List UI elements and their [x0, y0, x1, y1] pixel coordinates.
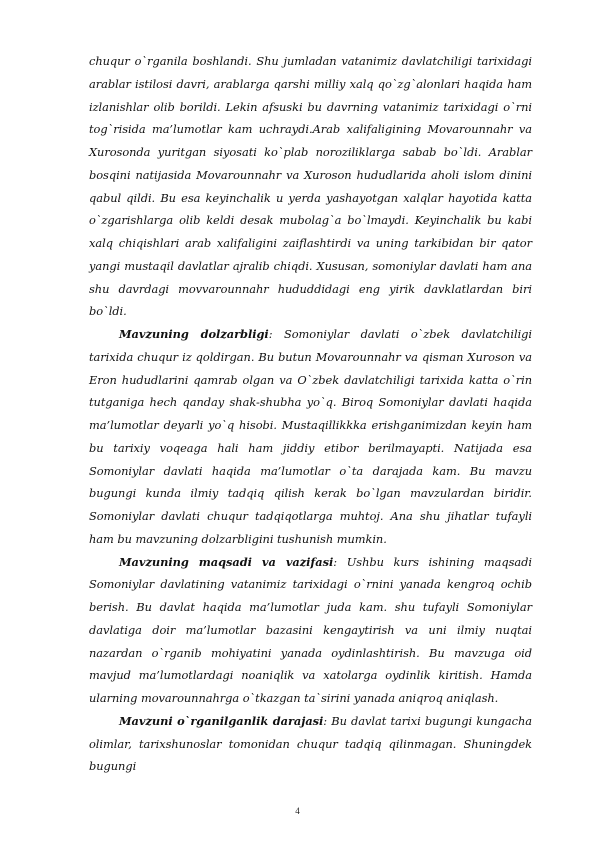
section-heading-goal: Mavzuning maqsadi va vazifasi: [119, 554, 334, 569]
body-text: [89, 50, 532, 778]
page-number: 4: [295, 806, 300, 816]
paragraph-study-level: [89, 710, 532, 778]
paragraph-goal: [89, 551, 532, 710]
paragraph-text: chuqur o`rganila boshlandi. Shu jumladan vatanimiz davlatchiligi tarixidagi arablar istilosi davri, arablarga qarshi milliy xalq qo`zg`alonlari haqida ham izlanishlar olib borildi. Lekin afsuski bu davrning vatanimiz tarixidagi o`rni tog`risida ma’lumotlar kam uchraydi.Arab xalifaligining Movarounnahr va Xurosonda yuritgan siyosati ko`plab noroziliklarga sabab bo`ldi. Arablar bosqini natijasida Movarounnahr va Xuroson hududlarida aholi islom dinini qabul qildi. Bu esa keyinchalik u yerda yashayotgan xalqlar hayotida katta o`zgarishlarga olib keldi desak mubolag`a bo`lmaydi. Keyinchalik bu kabi xalq chiqishlari arab xalifaligini zaiflashtirdi va uning tarkibidan bir qator yangi mustaqil davlatlar ajralib chiqdi. Xususan, somoniylar davlati ham ana shu davrdagi movvarounnahr hududdidagi eng yirik davklatlardan biri bo`ldi.: [89, 54, 532, 319]
section-heading-study-level: Mavzuni o`rganilganlik darajasi: [119, 713, 324, 728]
paragraph-intro-continuation: [89, 50, 532, 323]
paragraph-text: : Somoniylar davlati o`zbek davlatchiligi tarixida chuqur iz qoldirgan. Bu butun Movarounnahr va qisman Xuroson va Eron hududlarini qamrab olgan va O`zbek davlatchiligi tarixida katta o`rin tutganiga hech qanday shak-shubha yo`q. Biroq Somoniylar davlati haqida ma’lumotlar deyarli yo`q hisobi. Mustaqillikkka erishganimizdan keyin ham bu tarixiy voqeaga hali ham jiddiy etibor berilmayapti. Natijada esa Somoniylar davlati haqida ma’lumotlar o`ta darajada kam. Bu mavzu bugungi kunda ilmiy tadqiq qilish kerak bo`lgan mavzulardan biridir. Somoniylar davlati chuqur tadqiqotlarga muhtoj. Ana shu jihatlar tufayli ham bu mavzuning dolzarbligini tushunish mumkin.: [89, 327, 533, 546]
paragraph-text: : Ushbu kurs ishining maqsadi Somoniylar davlatining vatanimiz tarixidagi o`rnini yanada kengroq ochib berish. Bu davlat haqida ma’lumotlar juda kam. shu tufayli Somoniylar davlatiga doir ma’lumotlar bazasini kengaytirish va uni ilmiy nuqtai nazardan o`rganib mohiyatini yanada oydinlashtirish. Bu mavzuga oid mavjud ma’lumotlardagi noaniqlik va xatolarga oydinlik kiritish. Hamda ularning movarounnahrga o`tkazgan ta`sirini yanada aniqroq aniqlash.: [89, 554, 532, 705]
section-heading-relevance: Mavzuning dolzarbligi: [119, 327, 269, 341]
paragraph-relevance: [89, 323, 532, 551]
paragraph-text: : Bu davlat tarixi bugungi kungacha olimlar, tarixshunoslar tomonidan chuqur tadqiq qilinmagan. Shuningdek bugungi: [89, 713, 532, 774]
